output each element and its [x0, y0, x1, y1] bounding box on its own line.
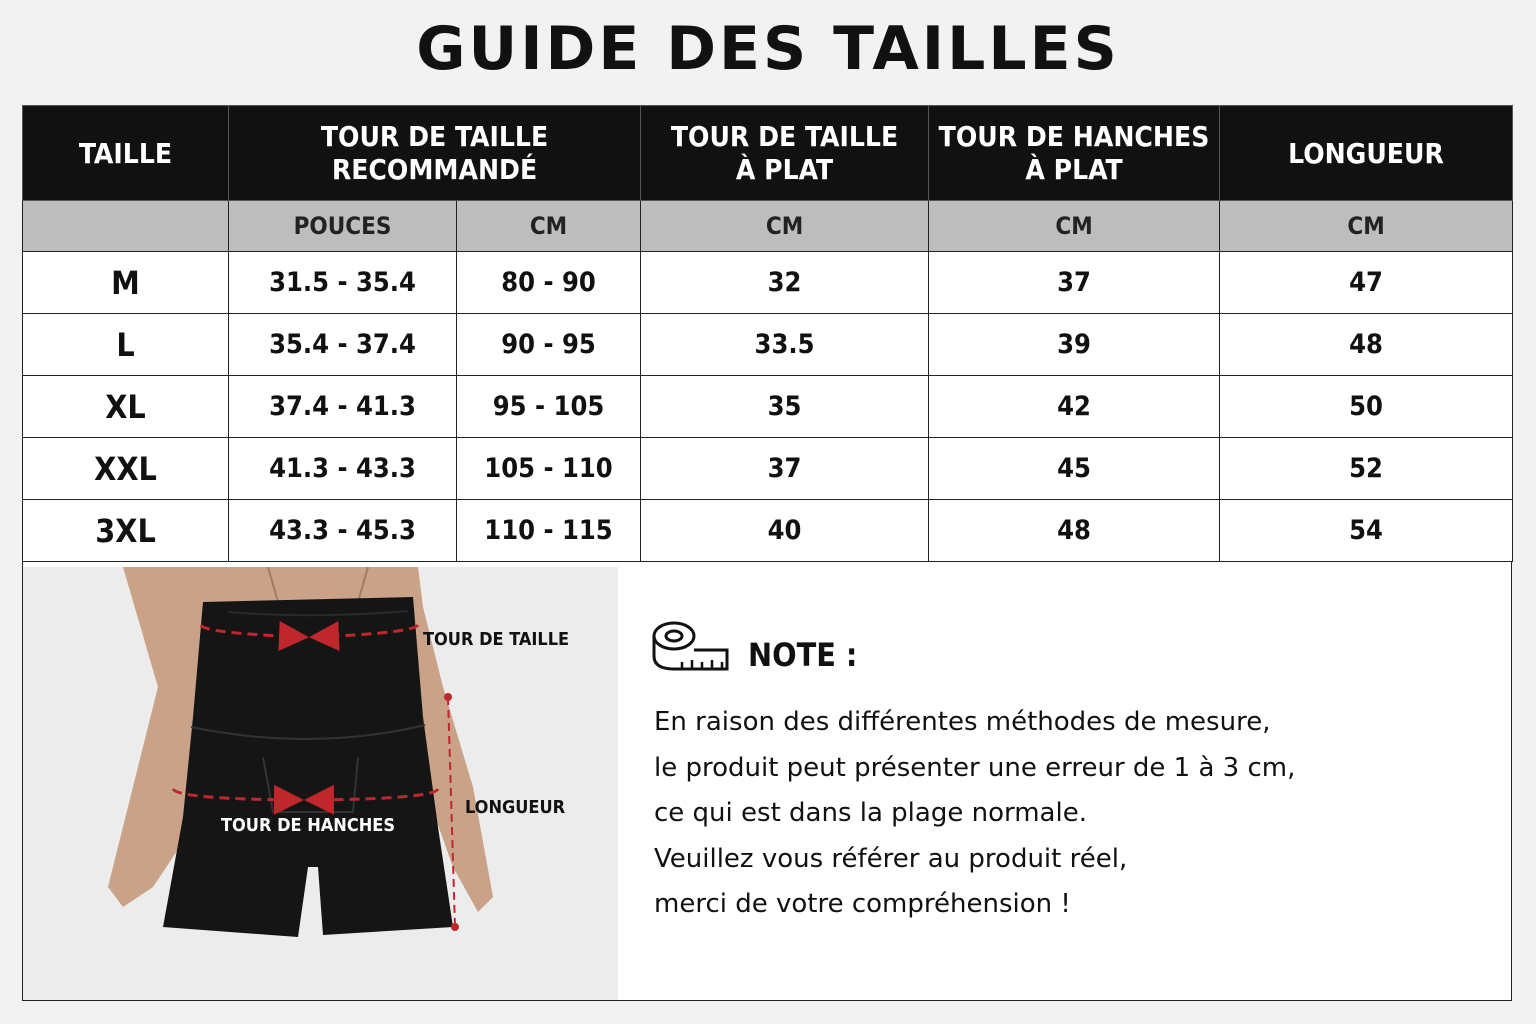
- size-cell: XL: [23, 376, 229, 438]
- table-row: [23, 376, 1513, 438]
- unit-blank: [23, 201, 229, 252]
- cm-cell: 105 - 110: [457, 438, 641, 500]
- waist-flat-cell: 33.5: [641, 314, 929, 376]
- size-cell: 3XL: [23, 500, 229, 562]
- inches-cell: 35.4 - 37.4: [229, 314, 457, 376]
- note-line: En raison des différentes méthodes de mesure,: [654, 707, 1271, 737]
- unit-cm: CM: [1220, 201, 1513, 252]
- size-cell: L: [23, 314, 229, 376]
- header-hips-flat: TOUR DE HANCHES À PLAT: [929, 106, 1220, 201]
- tape-measure-icon: [652, 620, 730, 672]
- table-row: [23, 438, 1513, 500]
- cm-cell: 95 - 105: [457, 376, 641, 438]
- length-label: LONGUEUR: [465, 797, 566, 818]
- waist-flat-cell: 37: [641, 438, 929, 500]
- header-length: LONGUEUR: [1220, 106, 1513, 201]
- inches-cell: 43.3 - 45.3: [229, 500, 457, 562]
- table-header-row: [23, 106, 1513, 201]
- length-cell: 54: [1220, 500, 1513, 562]
- length-cell: 47: [1220, 252, 1513, 314]
- hips-flat-cell: 39: [929, 314, 1220, 376]
- waist-flat-cell: 35: [641, 376, 929, 438]
- size-cell: M: [23, 252, 229, 314]
- shorts: [163, 597, 453, 937]
- cm-cell: 90 - 95: [457, 314, 641, 376]
- hips-flat-cell: 45: [929, 438, 1220, 500]
- inches-cell: 41.3 - 43.3: [229, 438, 457, 500]
- units-row: [23, 201, 1513, 252]
- note-title: NOTE :: [748, 636, 858, 674]
- waist-label: TOUR DE TAILLE: [423, 629, 570, 650]
- waist-flat-cell: 40: [641, 500, 929, 562]
- unit-cm: CM: [457, 201, 641, 252]
- size-table: [22, 105, 1513, 562]
- length-cell: 50: [1220, 376, 1513, 438]
- hips-label: TOUR DE HANCHES: [221, 815, 396, 836]
- length-cell: 52: [1220, 438, 1513, 500]
- cm-cell: 110 - 115: [457, 500, 641, 562]
- unit-cm: CM: [641, 201, 929, 252]
- table-row: [23, 500, 1513, 562]
- note-line: Veuillez vous référer au produit réel,: [654, 843, 1128, 874]
- size-cell: XXL: [23, 438, 229, 500]
- note-line: ce qui est dans la plage normale.: [654, 798, 1087, 828]
- note-line: merci de votre compréhension !: [654, 889, 1071, 919]
- cm-cell: 80 - 90: [457, 252, 641, 314]
- unit-inches: POUCES: [229, 201, 457, 252]
- table-row: [23, 314, 1513, 376]
- table-row: [23, 252, 1513, 314]
- inches-cell: 37.4 - 41.3: [229, 376, 457, 438]
- length-cell: 48: [1220, 314, 1513, 376]
- inches-cell: 31.5 - 35.4: [229, 252, 457, 314]
- note-line: le produit peut présenter une erreur de 1 à 3 cm,: [654, 752, 1296, 783]
- unit-cm: CM: [929, 201, 1220, 252]
- header-size: TAILLE: [23, 106, 229, 201]
- hips-flat-cell: 37: [929, 252, 1220, 314]
- header-waist-recommended: TOUR DE TAILLE RECOMMANDÉ: [229, 106, 641, 201]
- page-title: GUIDE DES TAILLES: [416, 14, 1120, 84]
- note-text: [654, 700, 1474, 928]
- waist-flat-cell: 32: [641, 252, 929, 314]
- hips-flat-cell: 48: [929, 500, 1220, 562]
- measurement-figure: [23, 567, 618, 1000]
- hips-flat-cell: 42: [929, 376, 1220, 438]
- header-waist-flat: TOUR DE TAILLE À PLAT: [641, 106, 929, 201]
